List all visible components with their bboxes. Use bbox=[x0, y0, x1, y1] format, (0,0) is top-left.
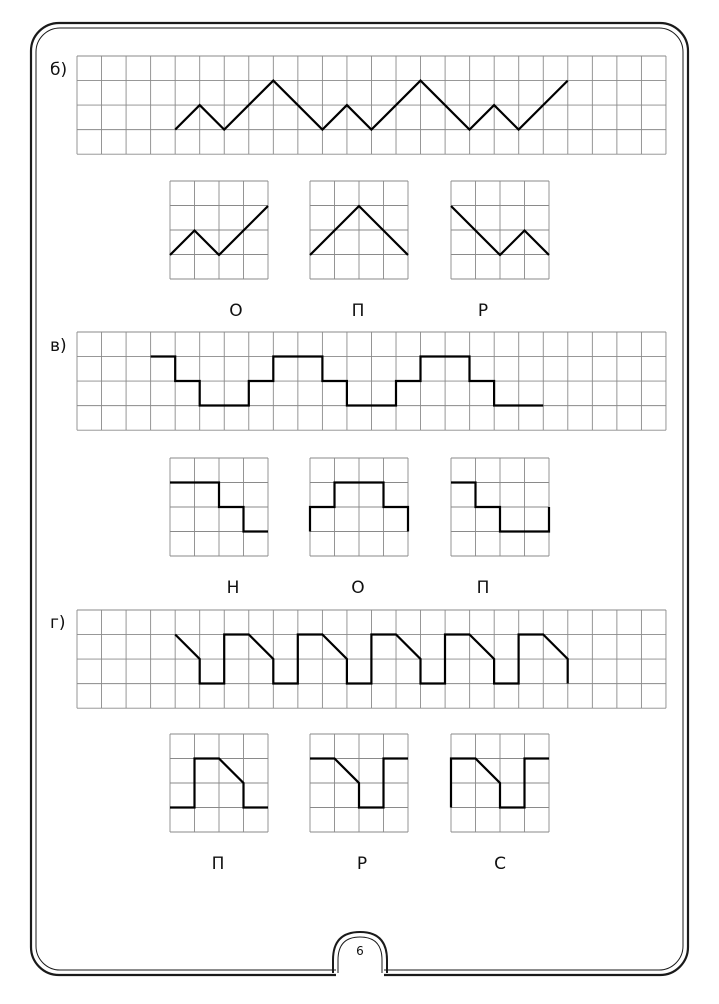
option-n[interactable] bbox=[170, 458, 268, 598]
section-label: б) bbox=[50, 60, 68, 80]
option-letter: О bbox=[351, 578, 365, 598]
option-p[interactable] bbox=[310, 181, 408, 321]
option-letter: П bbox=[476, 578, 490, 598]
option-letter: Р bbox=[356, 854, 368, 874]
option-letter: С bbox=[494, 854, 506, 874]
option-r[interactable] bbox=[310, 734, 408, 874]
option-o[interactable] bbox=[310, 458, 408, 598]
option-letter: П bbox=[211, 854, 225, 874]
section-b bbox=[50, 56, 666, 321]
option-letter: О bbox=[229, 301, 243, 321]
option-letter: Н bbox=[226, 578, 240, 598]
option-s[interactable] bbox=[451, 734, 549, 874]
page-number: 6 bbox=[356, 944, 364, 958]
section-g bbox=[50, 610, 666, 874]
option-letter: П bbox=[351, 301, 365, 321]
page-number-tab bbox=[333, 932, 387, 978]
section-v bbox=[50, 332, 666, 598]
option-r[interactable] bbox=[451, 181, 549, 321]
strip-grid bbox=[77, 332, 666, 430]
option-p[interactable] bbox=[170, 734, 268, 874]
option-letter: Р bbox=[477, 301, 489, 321]
option-o[interactable] bbox=[170, 181, 268, 321]
option-p[interactable] bbox=[451, 458, 549, 598]
section-label: в) bbox=[50, 336, 67, 356]
section-label: г) bbox=[50, 613, 66, 633]
strip-grid bbox=[77, 56, 666, 154]
